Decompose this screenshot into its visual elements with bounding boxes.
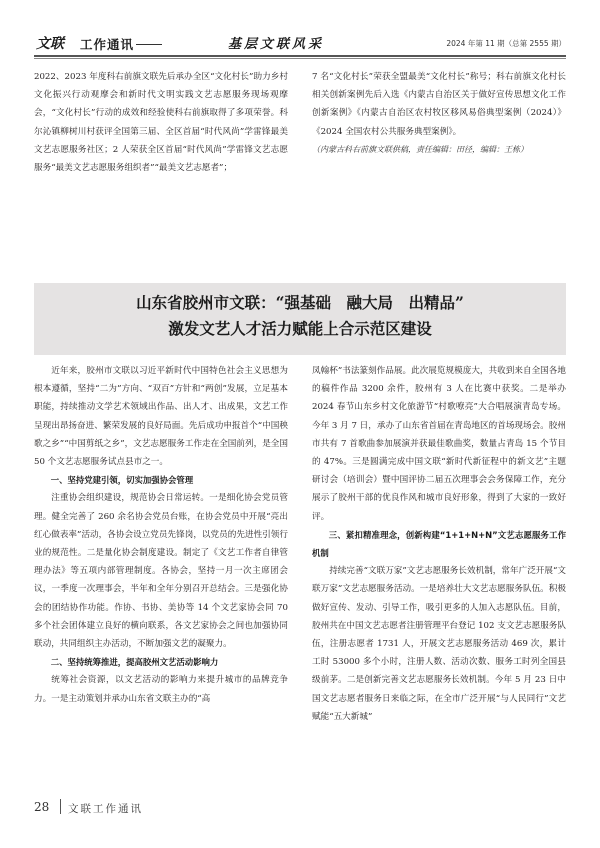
article-title-line1: 山东省胶州市文联：“强基础 融大局 出精品” [136, 293, 464, 312]
section-3-body: 持续完善“文联万家”文艺志愿服务长效机制，常年广泛开展“文联万家”文艺志愿服务活动。一是培养壮大文艺志愿服务队伍。积极做好宣传、发动、引导工作，吸引更多的人加入志愿队伍。目前，胶州共在中国文艺志愿者注册管理平台登记 102 支文艺志愿服务队伍，注册志愿者 1731 人，开展文艺志愿服务活动 469 次，累计工时 53000 多个小时，注册人数、活动次数、服务工时列全国县级前茅。二是创新完善文艺志愿服务长效机制。今年 5 月 23 日中国文艺志愿者服务日来临之际，在全市广泛开展“与人民同行”文艺赋能“五大新城” [312, 566, 566, 722]
section-2-body-continued: 凤翰杯”书法篆刻作品展。此次展览规模庞大，共收到来自全国各地的稿件作品 3200 余件，胶州有 3 人在比赛中获奖。二是举办 2024 春节山东乡村文化旅游节“村歌嘹亮”大合唱展演青岛专场。今年 3 月 7 日，承办了山东省首届在青岛地区的首场现场会。胶州市共有 7 首歌曲参加展演并获最佳歌曲奖，数量占青岛 15 个节目的 47%。三是圆满完成中国文联“新时代新征程中的新文艺”主题研讨会（培训会）暨中国评协二届五次理事会会务保障工作，充分展示了胶州干部的优良作风和城市良好形象，得到了大家的一致好评。 [312, 366, 566, 522]
header-rule-thin [34, 58, 566, 59]
prev-article-signature: （内蒙古科右前旗文联供稿，责任编辑：田径，编辑：王栋） [312, 144, 528, 154]
section-2-heading: 二、坚持统筹推进，提高胶州文艺活动影响力 [50, 657, 219, 668]
footer-publication-name: 文联工作通讯 [68, 803, 143, 815]
page-number: 28 [34, 800, 50, 814]
header-divider [136, 44, 162, 45]
section-1-body: 注重协会组织建设，规范协会日常运转。一是细化协会党员管理。健全完善了 260 余名协会党员台账，在协会党员中开展“亮出红心做表率”活动，各协会设立党员先锋岗，以党员的先进性引领行业的规范性。二是量化协会制度建设。制定了《文艺工作者自律管理办法》等五项内部管理制度。各协会，坚持一月一次主席团会议，一季度一次理事会，半年和全年分别召开总结会。三是强化协会的团结协作功能。作协、书协、美协等 14 个文艺家协会同 70 多个社会团体建立良好的横向联系，各文艺家协会之间也加强协同联动，共同组织主办活动，不断加强文艺的凝聚力。 [34, 493, 288, 650]
article-right-column [312, 362, 566, 726]
logo-text: 工作通讯 [80, 37, 135, 52]
prev-article-text-left: 2022、2023 年度科右前旗文联先后承办全区“文化村长”助力乡村文化振兴行动观摩会和新时代文明实践文艺志愿服务现场观摩会，“文化村长”行动的成效和经验使科右前旗取得了多项荣誉。科尔沁镇柳树川村获评全国第三届、全区首届“时代风尚”学雷锋最美文艺志愿服务社区；2 人荣获全区首届“时代风尚”学雷锋文艺志愿服务“最美文艺志愿服务组织者”“最美文艺志愿者”； [34, 72, 288, 174]
article-intro: 近年来，胶州市文联以习近平新时代中国特色社会主义思想为根本遵循，坚持“二为”方向、“双百”方针和“两创”发展，立足基本职能，持续推动文学艺术领域出作品、出人才、出成果，文艺工作呈现出昂扬奋进、繁荣发展的良好局面。先后成功申报首个“中国秧歌之乡”“中国剪纸之乡”，文艺志愿服务工作走在全国前列，是全国 50 个文艺志愿服务试点县市之一。 [34, 366, 288, 468]
section-3-heading: 三、紧扣精准理念，创新构建“1+1+N+N”文艺志愿服务工作机制 [312, 529, 566, 559]
column-title: 基层文联风采 [228, 37, 325, 52]
issue-number: 2024 年第 11 期（总第 2555 期） [446, 39, 566, 48]
article-left-column [34, 362, 288, 708]
section-1-heading: 一、坚持党建引领，切实加强协会管理 [50, 475, 194, 486]
section-2-body: 统筹社会资源，以文艺活动的影响力来提升城市的品牌竞争力。一是主动策划并承办山东省文联主办的“高 [34, 675, 288, 704]
logo-mark: 文联 [36, 36, 64, 52]
article-title-line2: 激发文艺人才活力赋能上合示范区建设 [168, 319, 432, 338]
header-rule [34, 55, 566, 57]
page-header [0, 0, 600, 62]
prev-article-text-right: 7 名“文化村长”荣获全盟最美“文化村长”称号；科右前旗文化村长相关创新案例先后入选《内蒙古自治区关于做好宣传思想文化工作创新案例》《内蒙古自治区农村牧区移风易俗典型案例（2024）》《2024 全国农村公共服务典型案例》。 [312, 72, 566, 137]
prev-article-left-column [34, 68, 288, 177]
footer-divider [60, 799, 61, 814]
prev-article-right-column [312, 68, 566, 159]
article-title-banner [34, 283, 566, 355]
